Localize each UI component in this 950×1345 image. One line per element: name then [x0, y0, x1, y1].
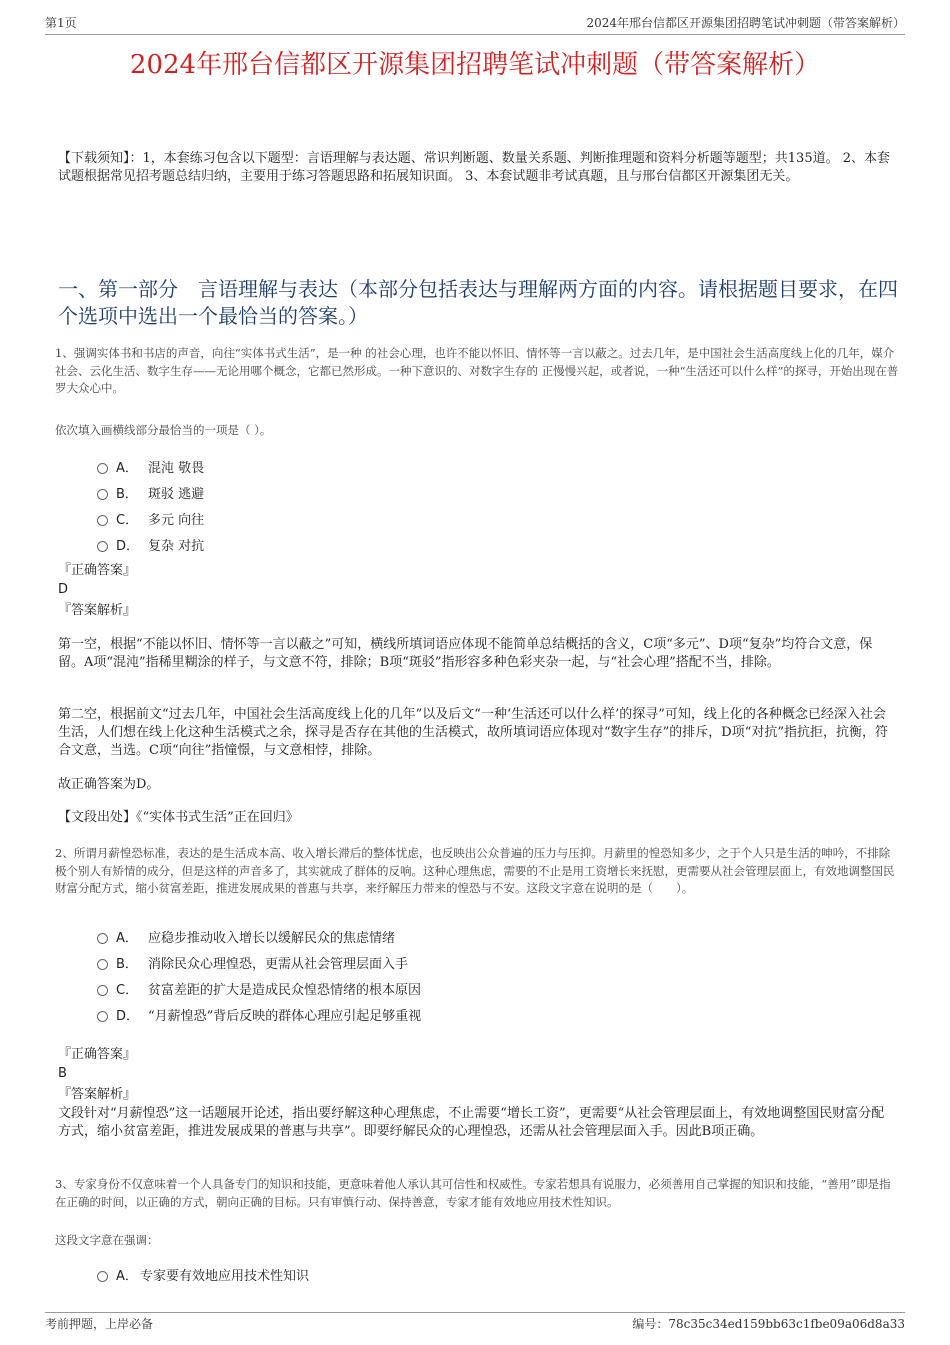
page-footer — [45, 1312, 905, 1335]
document-title: 2024年邢台信都区开源集团招聘笔试冲刺题（带答案解析） — [129, 50, 821, 80]
q3-stem: 3、专家身份不仅意味着一个人具备专门的知识和技能，更意味着他人承认其可信性和权威性。专家若想具有说服力，必须善用自己掌握的知识和技能，“善用”即是指在正确的时间，以正确的方式，朝向正确的目标。只有审慎行动、保持善意，专家才能有效地应用技术性知识。 — [55, 1177, 891, 1209]
radio-icon[interactable] — [97, 1011, 108, 1022]
q1-analysis-3: 故正确答案为D。 — [58, 777, 160, 792]
footer-slogan: 考前押题，上岸必备 — [45, 1317, 154, 1331]
page-header — [45, 14, 905, 35]
header-doc-title: 2024年邢台信都区开源集团招聘笔试冲刺题（带答案解析） — [586, 16, 905, 30]
q1-answer: D — [58, 582, 69, 597]
radio-icon[interactable] — [97, 1271, 108, 1282]
q2-option-d[interactable]: D． “月薪惶恐”背后反映的群体心理应引起足够重视 — [97, 1005, 421, 1024]
q2-option-c[interactable]: C． 贫富差距的扩大是造成民众惶恐情绪的根本原因 — [97, 979, 421, 998]
q2-option-b[interactable]: B． 消除民众心理惶恐，更需从社会管理层面入手 — [97, 953, 408, 972]
radio-icon[interactable] — [97, 489, 108, 500]
section-heading: 一、第一部分 言语理解与表达（本部分包括表达与理解两方面的内容。请根据题目要求，在四个选项中选出一个最恰当的答案。） — [58, 277, 898, 328]
q1-analysis-2: 第二空，根据前文“过去几年，中国社会生活高度线上化的几年”以及后文“一种‘生活还可以什么样’的探寻”可知，线上化的各种概念已经深入社会生活，人们想在线上化这种生活模式之余，探寻是否存在其他的生活模式，故所填词语应体现对“数字生存”的排斥，D项“对抗”指抗拒，抗衡，符合文意，当选。C项“向往”指憧憬，与文意相悖，排除。 — [58, 707, 889, 758]
q2-analysis-label: 『答案解析』 — [58, 1087, 137, 1102]
q1-prompt: 依次填入画横线部分最恰当的一项是（ ）。 — [55, 423, 272, 437]
download-notice: 【下载须知】：1，本套练习包含以下题型：言语理解与表达题、常识判断题、数量关系题、判断推理题和资料分析题等题型；共135道。 2、本套试题根据常见招考题总结归纳，主要用于练习答题思路和拓展知识面。 3、本套试题非考试真题，且与邢台信都区开源集团无关。 — [58, 151, 890, 184]
q3-prompt: 这段文字意在强调： — [55, 1233, 159, 1247]
page-number: 第1页 — [45, 16, 77, 30]
q2-stem: 2、所谓月薪惶恐标准，表达的是生活成本高、收入增长滞后的整体忧虑，也反映出公众普遍的压力与压抑。月薪里的惶恐知多少，之于个人只是生活的呻吟，不排除极个别人有矫情的成分，但是这样的声音多了，其实就成了群体的反响。这种心理焦虑，需要的不止是用工资增长来抚慰，更需要从社会管理层面上，有效地调整国民财富分配方式，缩小贫富差距，推进发展成果的普惠与共享，来纾解压力带来的惶恐与不安。这段文字意在说明的是（ ）。 — [55, 846, 895, 895]
q1-option-d[interactable]: D． 复杂 对抗 — [97, 535, 204, 554]
q1-analysis-1: 第一空，根据“不能以怀旧、情怀等一言以蔽之”可知，横线所填词语应体现不能简单总结概括的含义，C项“多元”、D项“复杂”均符合文意，保留。A项“混沌”指稀里糊涂的样子，与文意不符，排除；B项“斑驳”指形容多种色彩夹杂一起，与“社会心理”搭配不当，排除。 — [58, 637, 873, 670]
q1-option-c[interactable]: C． 多元 向往 — [97, 509, 204, 528]
q1-analysis-label: 『答案解析』 — [58, 603, 137, 618]
q1-stem: 1、强调实体书和书店的声音，向往“实体书式生活”，是一种 的社会心理，也许不能以怀旧、情怀等一言以蔽之。过去几年，是中国社会生活高度线上化的几年，媒介社会、云化生活、数字生存——无论用哪个概念，它都已然形成。一种下意识的、对数字生存的 正慢慢兴起，或者说，一种“生活还可以什么样”的探寻，开始出现在普罗大众心中。 — [55, 346, 899, 395]
q3-option-a[interactable]: A． 专家要有效地应用技术性知识 — [97, 1265, 309, 1284]
q2-answer-label: 『正确答案』 — [58, 1047, 137, 1062]
radio-icon[interactable] — [97, 463, 108, 474]
radio-icon[interactable] — [97, 541, 108, 552]
radio-icon[interactable] — [97, 985, 108, 996]
radio-icon[interactable] — [97, 959, 108, 970]
q2-option-a[interactable]: A． 应稳步推动收入增长以缓解民众的焦虑情绪 — [97, 927, 395, 946]
q2-answer: B — [58, 1066, 67, 1081]
q1-option-a[interactable]: A． 混沌 敬畏 — [97, 457, 204, 476]
footer-doc-id: 编号：78c35c34ed159bb63c1fbe09a06d8a33 — [632, 1317, 905, 1331]
q1-source: 【文段出处】《“实体书式生活”正在回归》 — [58, 810, 299, 825]
q2-analysis: 文段针对“月薪惶恐”这一话题展开论述，指出要纾解这种心理焦虑，不止需要“增长工资”，更需要“从社会管理层面上，有效地调整国民财富分配方式，缩小贫富差距，推进发展成果的普惠与共享”。即要纾解民众的心理惶恐，还需从社会管理层面入手。因此B项正确。 — [58, 1106, 885, 1139]
q1-answer-label: 『正确答案』 — [58, 563, 137, 578]
radio-icon[interactable] — [97, 515, 108, 526]
radio-icon[interactable] — [97, 933, 108, 944]
q1-option-b[interactable]: B． 斑驳 逃避 — [97, 483, 204, 502]
